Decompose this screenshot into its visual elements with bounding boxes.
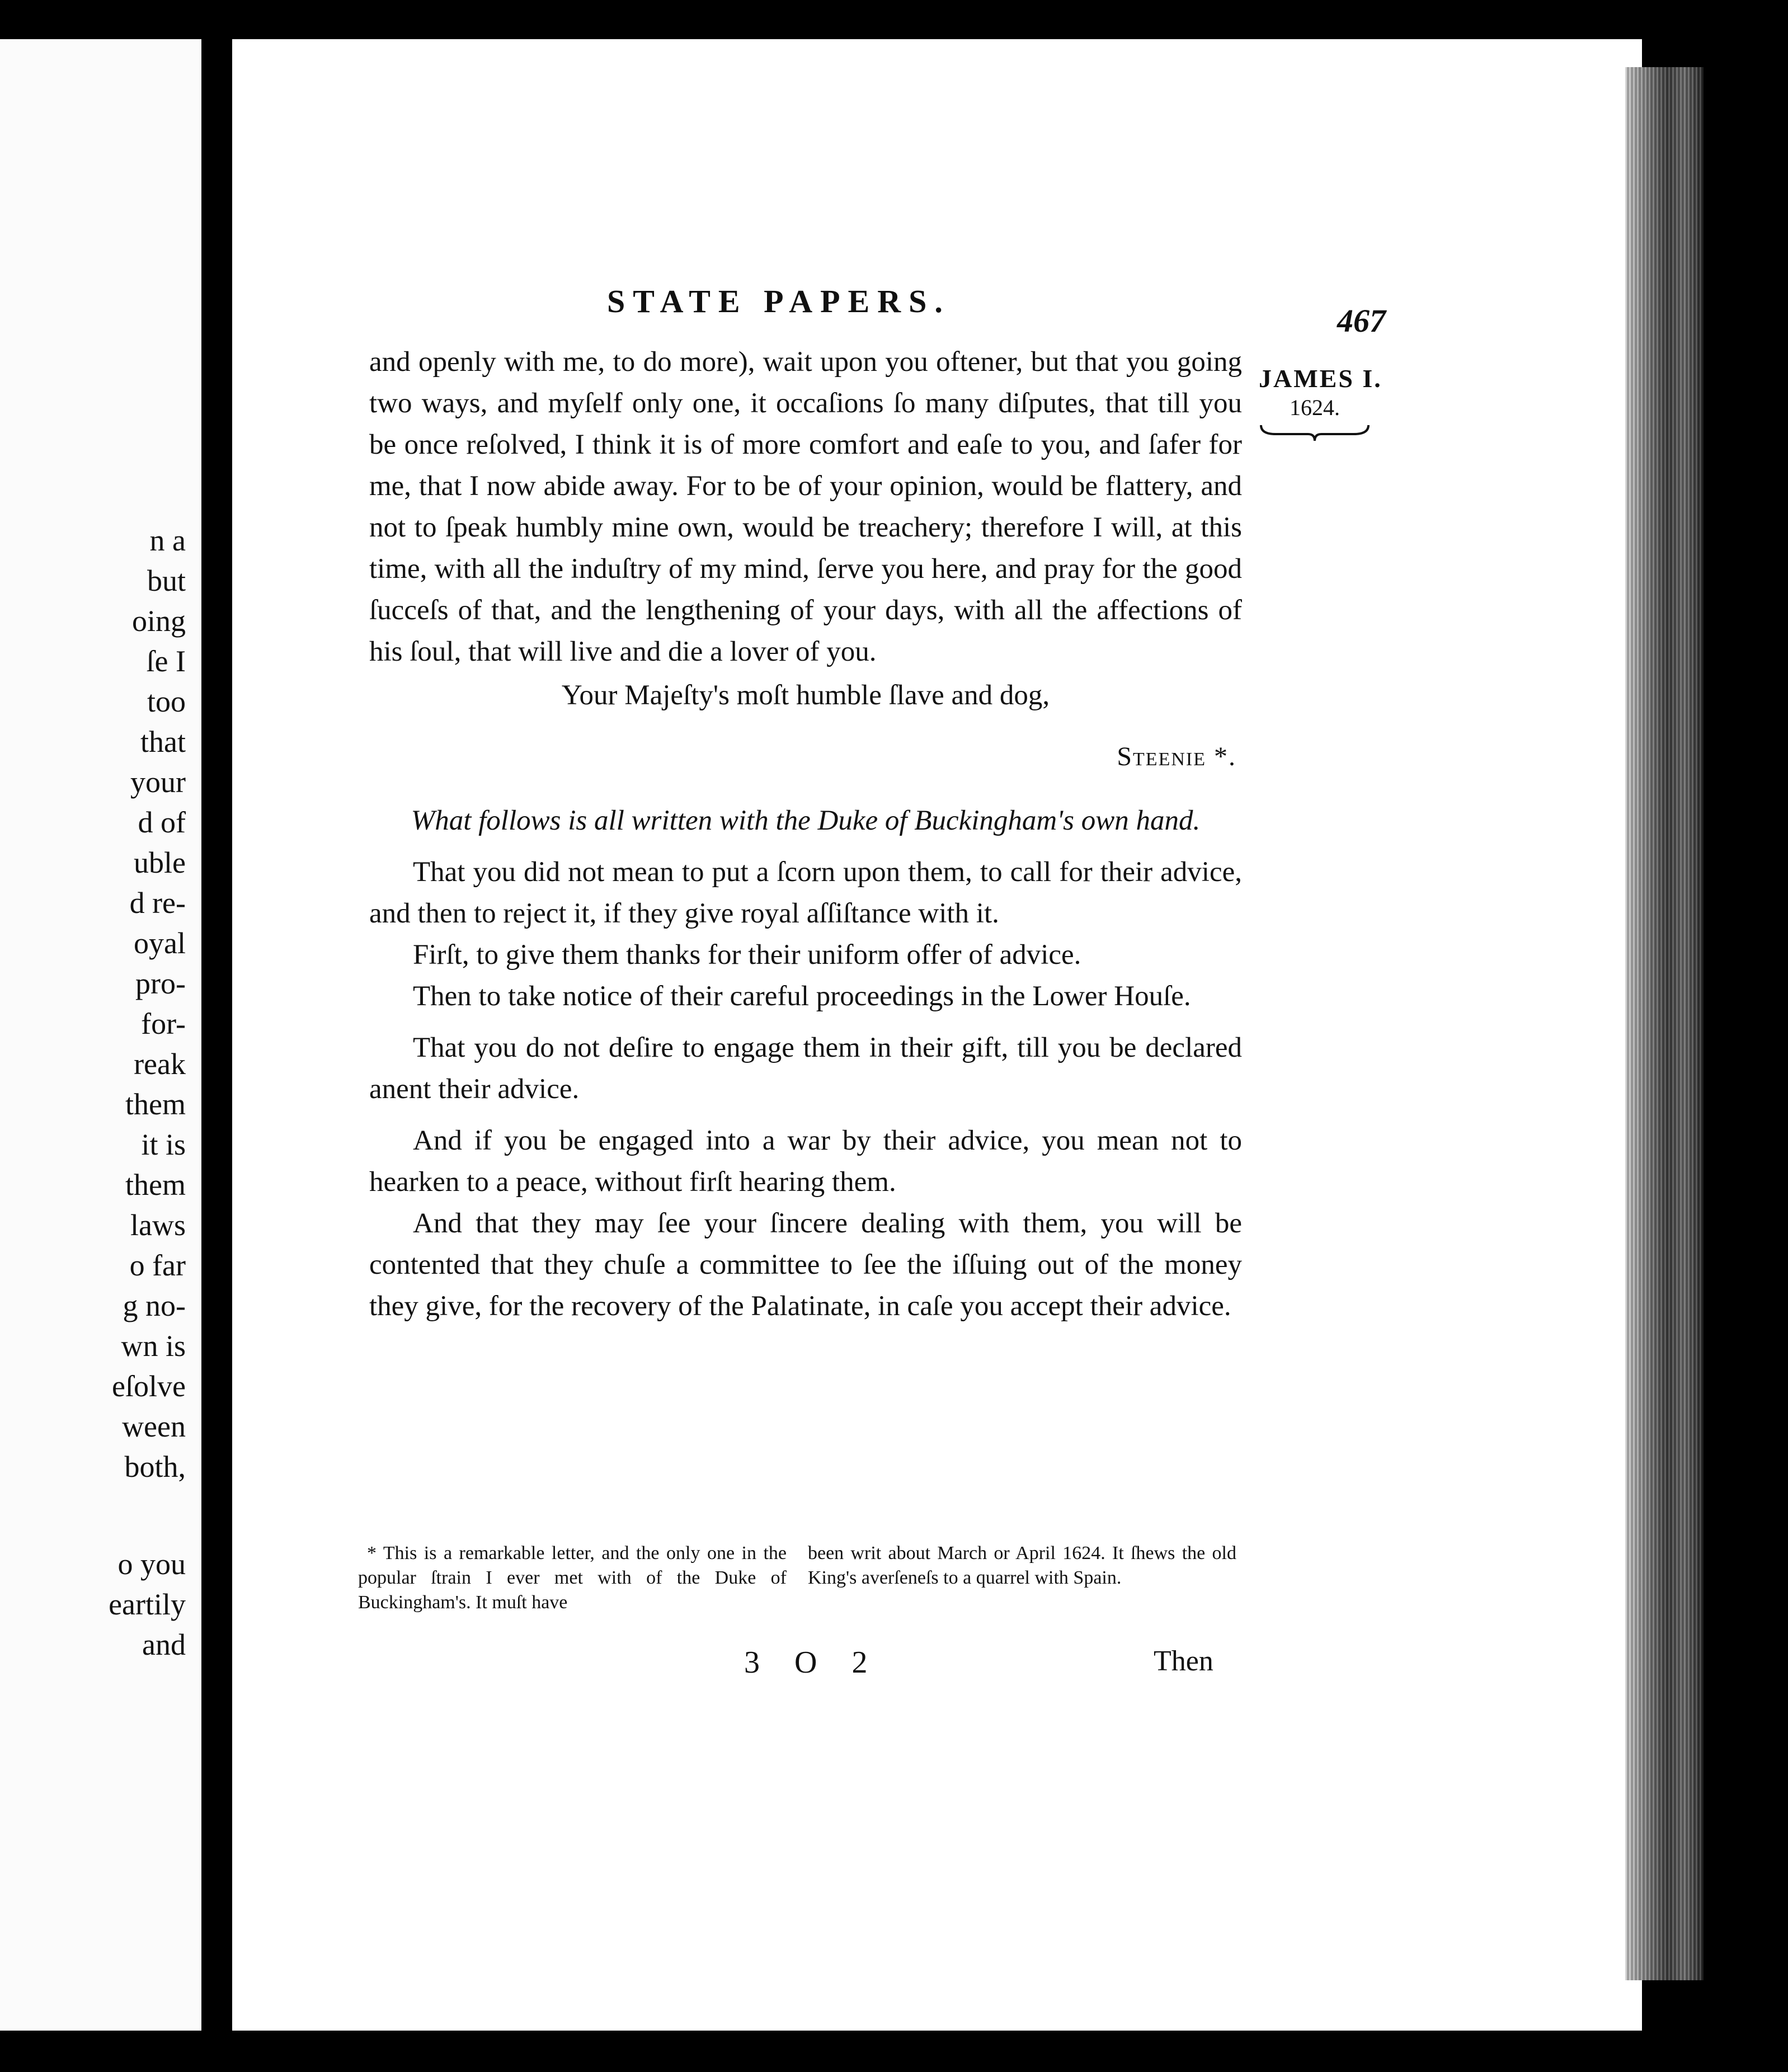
main-text: [369, 341, 1242, 1327]
left-page-line: it is: [141, 1128, 186, 1161]
left-page-line: and: [142, 1628, 186, 1661]
left-page-line: ween: [122, 1410, 186, 1443]
printer-signature-mark: 3 O 2: [744, 1645, 881, 1680]
left-page-line: n a: [149, 524, 186, 557]
footnote: [358, 1541, 1236, 1615]
left-page-line: but: [147, 564, 186, 597]
left-page-line: wn is: [121, 1329, 186, 1363]
left-page-line: them: [125, 1168, 186, 1202]
italic-heading: What follows is all written with the Duke of Buckingham's own hand.: [411, 805, 1201, 836]
left-page-line: o you: [117, 1547, 186, 1581]
left-page-line: laws: [130, 1208, 186, 1242]
left-page-line: eſolve: [112, 1369, 186, 1403]
paragraph: That you do not deſire to engage them in their gift, till you be declared anent their advice.: [369, 1032, 1242, 1105]
page-number: 467: [1337, 303, 1386, 339]
footnote-column-2: been writ about March or April 1624. It ſhews the old King's averſeneſs to a quarrel with Spain.: [808, 1543, 1236, 1588]
left-page-line: d re-: [129, 886, 186, 920]
letter-signoff: Your Majeſty's moſt humble ſlave and dog,: [561, 680, 1050, 711]
left-page-line: them: [125, 1087, 186, 1121]
left-page-line: eartily: [109, 1588, 186, 1621]
left-page-line: o far: [129, 1249, 186, 1282]
previous-page-fragment: [0, 39, 201, 2031]
left-page-line: d of: [138, 806, 186, 839]
running-head: STATE PAPERS.: [607, 283, 951, 319]
left-page-line: for-: [141, 1007, 186, 1040]
left-page-line: pro-: [135, 967, 186, 1000]
brace-icon: [1259, 423, 1371, 442]
paragraph: and openly with me, to do more), wait upon you oftener, but that you going two ways, and myſelf only one, it occaſions ſo many diſputes, that till you be once reſolved, I think it is of more comfort and eaſe to you, and ſafer for me, that I now abide away. For to be of your opinion, would be flattery, and not to ſpeak humbly mine own, would be treachery; therefore I will, at this time, with all the induſtry of my mind, ſerve you here, and pray for the good ſucceſs of that, and the lengthening of your days, with all the affections of his ſoul, that will live and die a lover of you.: [369, 346, 1242, 667]
left-page-line: g no-: [123, 1289, 186, 1322]
footnote-column-1: * This is a remarkable letter, and the only one in the popular ſtrain I ever met with of the Duke of Buckingham's. It muſt have: [358, 1543, 787, 1613]
letter-signature: Steenie *.: [1117, 742, 1236, 771]
left-page-line: both,: [124, 1450, 186, 1484]
left-page-line: your: [130, 765, 186, 799]
catchword: Then: [1154, 1645, 1213, 1677]
margin-note-king: JAMES I.: [1259, 364, 1382, 393]
page-edge: [1625, 67, 1704, 1980]
margin-note-year: 1624.: [1290, 395, 1340, 420]
paragraph: Then to take notice of their careful proceedings in the Lower Houſe.: [413, 981, 1191, 1012]
left-page-line: oing: [131, 604, 186, 638]
margin-note: [1259, 364, 1382, 442]
left-page-line: ſe I: [146, 644, 186, 678]
left-page-line: oyal: [134, 926, 186, 960]
paragraph: That you did not mean to put a ſcorn upon them, to call for their advice, and then to reject it, if they give royal aſſiſtance with it.: [369, 856, 1242, 929]
paragraph: And if you be engaged into a war by their advice, you mean not to hearken to a peace, without firſt hearing them.: [369, 1125, 1242, 1198]
left-page-line: reak: [134, 1047, 186, 1081]
paragraph: And that they may ſee your ſincere dealing with them, you will be contented that they chuſe a committee to ſee the iſſuing out of the money they give, for the recovery of the Palatinate, in caſe you accept their advice.: [369, 1208, 1242, 1322]
left-page-line: uble: [134, 846, 186, 879]
left-page-line: that: [140, 725, 186, 759]
paragraph: Firſt, to give them thanks for their uniform offer of advice.: [413, 939, 1081, 971]
left-page-line: too: [147, 685, 186, 718]
